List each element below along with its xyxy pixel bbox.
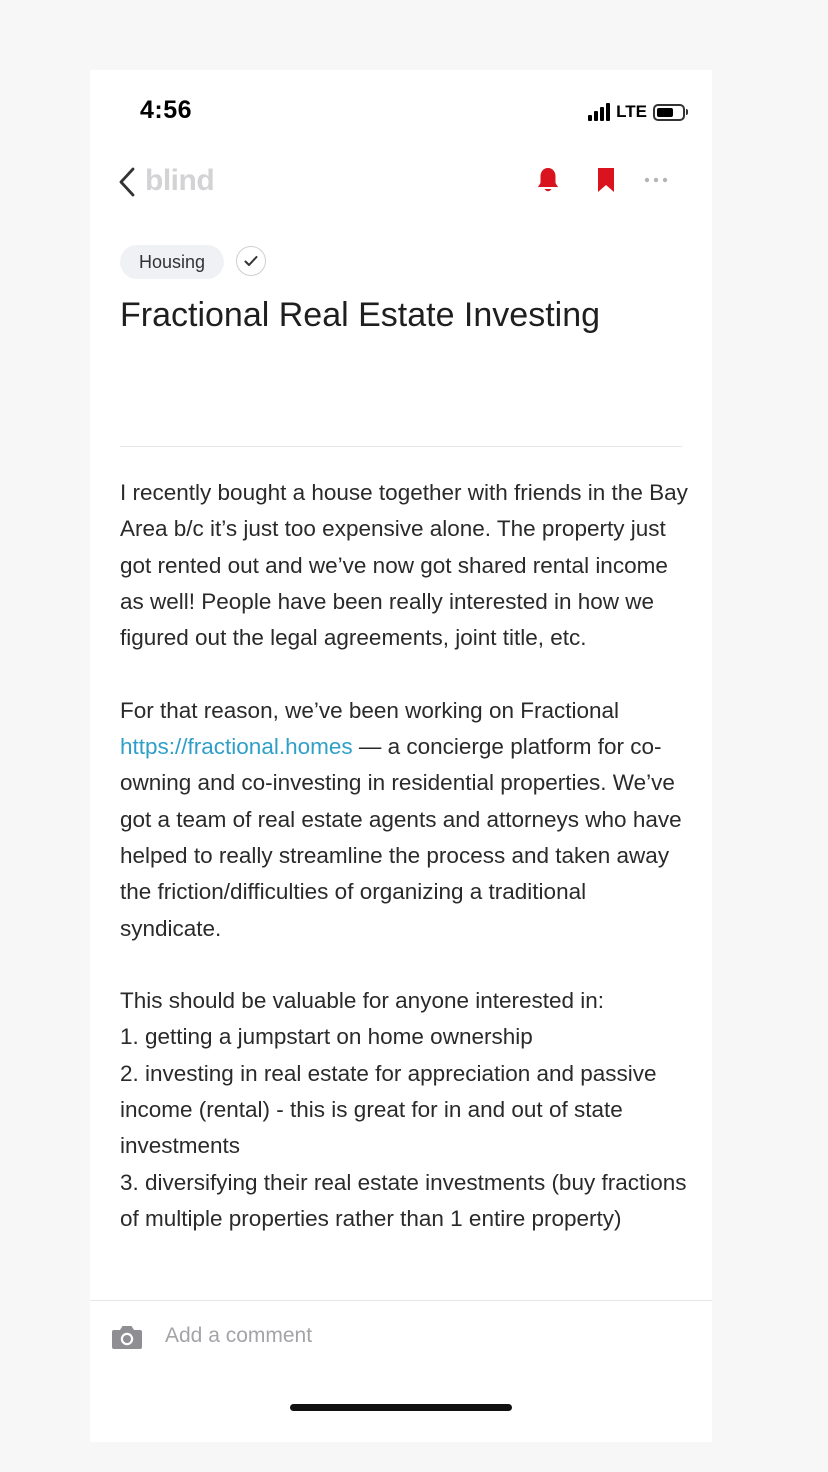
network-label: LTE xyxy=(616,102,647,121)
status-time: 4:56 xyxy=(140,96,193,124)
home-indicator[interactable] xyxy=(290,1404,512,1411)
post-body xyxy=(120,475,690,1295)
topic-tag[interactable]: Housing xyxy=(120,245,224,279)
bookmark-icon[interactable] xyxy=(596,166,616,194)
paragraph-text: — a concierge platform for co-owning and co-investing in residential properties. We’ve got a team of real estate agents and attorneys who have helped to really streamline the process and taken away the friction/difficulties of organizing a traditional syndicate. xyxy=(120,734,682,941)
comment-bar xyxy=(90,1300,712,1373)
phone-screen xyxy=(90,70,712,1442)
list-item: 3. diversifying their real estate investments (buy fractions of multiple properties rather than 1 entire property) xyxy=(120,1169,687,1231)
post-paragraph: I recently bought a house together with friends in the Bay Area b/c it’s just too expensive alone. The property just got rented out and we’ve now got shared rental income as well! People have been really interested in how we figured out the legal agreements, joint title, etc. xyxy=(120,480,688,651)
paragraph-text: For that reason, we’ve been working on Fractional xyxy=(120,697,620,723)
back-chevron-icon[interactable] xyxy=(118,166,138,198)
check-icon[interactable] xyxy=(236,246,266,276)
more-icon[interactable] xyxy=(644,166,668,194)
website-link[interactable]: https://fractional.homes xyxy=(120,734,353,760)
comment-input[interactable]: Add a comment xyxy=(165,1324,313,1347)
divider xyxy=(120,446,682,447)
top-nav xyxy=(118,162,684,202)
post-title: Fractional Real Estate Investing xyxy=(120,296,601,334)
bell-icon[interactable] xyxy=(537,166,559,194)
battery-icon xyxy=(653,104,688,121)
signal-icon xyxy=(588,103,610,121)
brand-logo[interactable]: blind xyxy=(145,164,215,197)
post-paragraph xyxy=(120,693,690,947)
list-item: 2. investing in real estate for appreciation and passive income (rental) - this is great for in and out of state investments xyxy=(120,1060,657,1159)
list-item: 1. getting a jumpstart on home ownership xyxy=(120,1024,533,1050)
list-intro: This should be valuable for anyone interested in: xyxy=(120,988,605,1014)
status-indicators xyxy=(588,102,688,122)
camera-icon[interactable] xyxy=(111,1323,143,1351)
